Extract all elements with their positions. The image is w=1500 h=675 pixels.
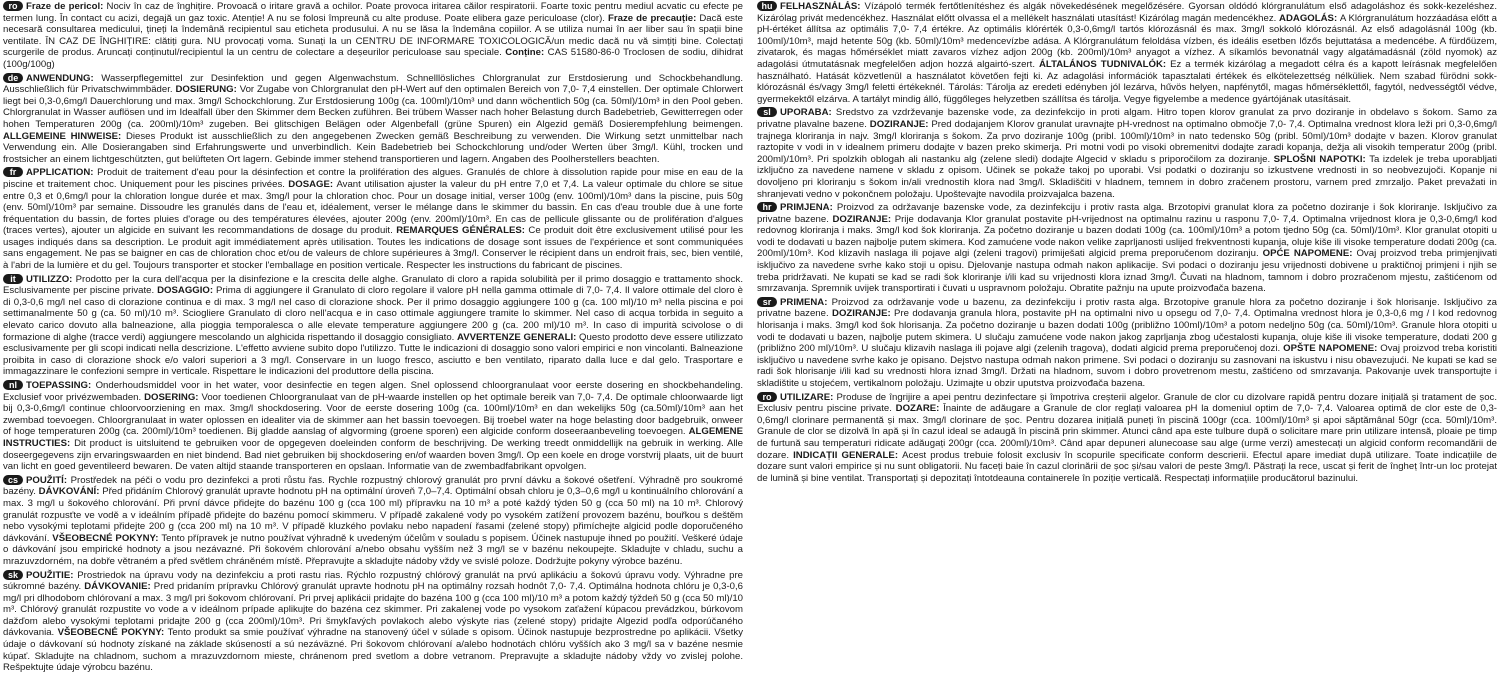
section-heading: DOSAGGIO: [157,285,217,297]
language-section-cs [3,475,743,568]
section-heading: ALLGEMEINE HINWEISE: [3,130,126,142]
section-body: Prodotto per la cura dell'acqua per la disinfezione e la crescita delle alghe. Granulato di cloro a rapida solubilità per il primo dosaggio e trattamento shock. Esclusivamente per piscine private. [3,273,743,297]
section-body: Ovaj proizvod treba primjenjivati isključivo za navedene svrhe kako stoji u opisu. Djelovanje nastupa odmah nakon aplikacije. Svi podaci o doziranju jesu vrijednosti dobivene u praktičnoj primjeni i njih se treba pridržavati. Ne kupati se kad se radi šok kloriranje i/ili kad su vrijednosti klora iznad 3mg/l. Čuvati na hladnom, tamnom i dobro prozračenom mjestu, zaštićenom od smrzavanja. Spremnik uvijek transportirati i čuvati u uspravnom položaju. Obratite pažnju na upute proizvođača bazena. [757,248,1497,295]
section-heading: APPLICATION: [26,167,98,179]
section-body: Vor Zugabe von Chlorgranulat den pH-Wert auf den optimalen Bereich von 7,0- 7,4 einstellen. Der optimale Chlorwert liegt bei 0,3-0,6mg/l Dauerchlorung und max. 3mg/l Schockchlorung. Zur Erstdosierung 100g (ca. 100ml)/10m³ und dann wöchentlich 50g (ca. 50ml)/10m³ in den Pool geben. Chlorgranulat in Wasser auflösen und im Idealfall über den Skimmer dem Becken zuführen. Bei trübem Wasser nach hoher Belastung durch Badebetrieb, Gewitterregen oder hohen Temperaturen 200g (ca. 200ml)/10m³ zugeben. Bei glitschigen Belägen oder Algenbefall (grüne Spuren) ein Algezid gemäß Dosierempfehlung beimengen. [3,84,743,130]
section-body: Ta izdelek je treba uporabljati izključno za navedene namene v skladu z opisom. Učinek se pokaže takoj po uporabi. Vsi podatki o doziranju so izkustvene vrednosti in so neobvezujoči. Kopanje ni dovoljeno pri kloriranju s šokom in/ali vrednostih klora nad 3mg/l. Skladiščiti v hladnem, temnem in dobro zračenem prostoru, varnem pred zmrzaljo. Paket prevažati in shranjevati vedno v pokončnem položaju. Upoštevajte navodila proizvajalca bazena. [757,153,1497,200]
section-body: Prima di aggiungere il Granulato di cloro regolare il valore pH nella gamma ottimale di 7,0- 7,4. Il valore ottimale del cloro è di 0,3-0,6 mg/l nel caso di clorazione continua e di max. 3 mg/l nel caso di clorazione shock. Per il primo dosaggio aggiungere 100 g (ca. 100 ml)/10 m³ nella piscina e poi settimanalmente 50 g (ca. 50 ml)/10 m³. Sciogliere Granulato di cloro nell'acqua e in caso ottimale aggiungere tramite lo skimmer. Nel caso di acqua torbida in seguito a elevato carico dovuto alla balneazione, alla pioggia temporalesca o alle elevate temperature aggiungere 200 g (ca. 200 ml)/10 m³. In caso di impurità scivolose o di formazione di alghe (tracce verdi) aggiungere mescolando un alghicida rispettando il dosaggio consigliato. [3,285,743,343]
language-section-hr [757,202,1497,295]
language-code-badge: sl [757,107,777,117]
language-section-nl [3,380,743,473]
section-body: Dit product is uitsluitend te gebruiken voor de opgegeven doeleinden conform de beschrijving. De werking treedt onmiddellijk na gebruik in werking. Alle doseergegevens zijn ervaringswaarden en niet bindend. Bad niet gebruiken bij shockdosering en/of waarden boven 3mg/l. Op een koele en droge vorstvrij plaats, uit de buurt van licht en goed geventileerd bewaren. De vaten altijd staande transporteren en opslaan. Informatie van de zwembadfabrikant opvolgen. [3,437,743,473]
section-heading: DOZIRANJE: [832,213,895,225]
section-body: Prostriedok na úpravu vody na dezinfekciu a proti rastu rias. Rýchlo rozpustný chlórový granulát na prvú aplikáciu a šokovú úpravu vody. Výhradne pre súkromné bazény. [3,569,743,593]
section-heading: Fraze de precauție: [608,12,700,24]
language-code-badge: cs [3,475,23,485]
language-code-badge: ro [3,1,23,11]
section-heading: PRIMENA: [780,296,832,308]
section-heading: ÁLTALÁNOS TUDNIVALÓK: [1039,58,1171,70]
section-text [757,107,1497,199]
section-body: Pred dodajanjem Klorov granulat uravnajte pH-vrednost na optimalno območje 7,0- 7,4. Optimalna vrednost klora leži pri 0,3-0,6mg/l trajnega kloriranja in najv. 3mg/l kloriranja s šokom. Za prvo doziranje 100g (pribl. 100ml)/10m³ in nato tedensko 50g (pribl. 50ml)/10m³ dodajte v bazen. Klorov granulat raztopite v vodi in v idealnem primeru dodajte v bazen preko skimerja. Pri motni vodi po visoki obremenitvi dodajte zaradi kopanja, dežja ali visokih temperatur 200g (pribl. 200ml)/10m³. Pri spolzkih oblogah ali nastanku alg (zelene sledi) dodajte Algecid v skladu s priporočilom za doziranje. [757,118,1497,165]
language-code-badge: it [3,274,23,284]
section-body: Nociv în caz de înghițire. Provoacă o iritare gravă a ochilor. Poate provoca iritarea căilor respiratorii. Foarte toxic pentru mediul acvatic cu efecte pe termen lung. În contact cu acizi, degajă un gaz toxic. Atenție! A nu se folosi împreună cu alte produse. Poate elibera gaze periculoase (clor). [3,1,743,24]
section-text [3,475,743,567]
language-section-sl [757,107,1497,200]
section-body: Tento produkt sa smie používať výhradne na stanovený účel v súlade s opisom. Účinok nastupuje bezprostredne po aplikácii. Všetky údaje o dávkovaní sú hodnoty získané na základe skúseností a sú nezáväzné. Pri šokovom chlórovaní a/alebo hodnotách chlóru vyšších ako 3 mg/l sa v bazéne nesmie kúpať. Skladujte na chladnom, suchom a mrazuvzdornom mieste, chránenom pred svetlom a dobre vetranom. Prepravujte a skladujte nádoby vždy vo zvislej polohe. Rešpektujte údaje výrobcu bazénu. [3,627,743,674]
section-text [3,73,743,165]
section-heading: SPLOŠNI NAPOTKI: [1273,153,1370,165]
section-body: Proizvod za održavanje vode u bazenu, za dezinfekciju i protiv rasta alga. Brzotopive granule hlora za početno doziranje i šok hlorisanje. Isključivo za privatne bazene. [757,296,1497,320]
section-heading: AVVERTENZE GENERALI: [457,331,580,343]
section-heading: VŠEOBECNÉ POKYNY: [57,627,168,639]
language-code-badge: hr [757,202,777,212]
language-section-ro [3,1,743,71]
section-heading: ALGEMENE INSTRUCTIES: [3,426,743,449]
section-heading: DOZIRANJE: [832,308,895,320]
section-body: Ce produit doit être exclusivement utilisé pour les usages indiqués dans sa description. Le produit agit immédiatement après utilisation. Toutes les indications de dosage sont issues de l'expérience et sont communiquées sans engagement. Ne pas se baigner en cas de chloration choc et/ou de valeurs de chlore supérieures à 3mg/l. Conserver le récipient dans un endroit frais, sec, bien ventilé, à l'abri de la lumière et du gel. Toujours transporter et stocker l'emballage en position verticale. Respecter les instructions du fabricant de piscines. [3,225,743,272]
section-heading: OPŠTE NAPOMENE: [1283,343,1381,355]
section-body: Dieses Produkt ist ausschließlich zu den angegebenen Zwecken gemäß Beschreibung zu verwenden. Die Wirkung setzt unmittelbar nach Verwendung ein. Alle Dosierangaben sind Erfahrungswerte und unverbindlich. Kein Badebetrieb bei Schockchlorung und/oder Werten über 3mg/l. Kühl, trocken und frostsicher an einem lichtgeschützten, gut belüfteten Ort lagern. Gebinde immer stehend transportieren und lagern. Angaben des Poolherstellers beachten. [3,130,743,165]
section-body: Ez a termék kizárólag a megadott célra és a kapott leírásnak megfelelően használható. Hatását közvetlenül a használatot követően fejti ki. Az adagolási információk tapasztalati értékek és elkötelezettség nélküliek. Nem szabad fürödni sokk-klórozásnál és/vagy 3mg/l feletti értékeknél. Tárolás: Tárolja az eredeti edényben jól lezárva, hűvös helyen, napfénytől, magas hőmérséklettől, fagytól, nedvességtől védve, gyermekektől elzárva. A tartályt mindig álló, függőleges helyzetben szállítsa és tárolja. Vegye figyelembe a medence gyártójának utasításait. [757,58,1497,105]
section-text [3,167,743,271]
section-text [757,392,1497,484]
section-body: Produse de îngrijire a apei pentru dezinfectare și împotriva creșterii algelor. Granule de clor cu dizolvare rapidă pentru dozare inițială și tratament de șoc. Exclusiv pentru piscine private. [757,391,1497,415]
section-body: Před přidáním Chlorový granulát upravte hodnotu pH na optimální úroveň 7,0–7,4. Optimální obsah chloru je 0,3–0,6 mg/l u kontinuálního chlorování a max. 3 mg/l u šokového chlorování. Při první dávce přidejte do bazénu 100 g (cca 100 ml) přípravku na 10 m³ a poté každý týden 50 g (cca 50 ml) na 10 m³. Chlorový granulát rozpusťte ve vodě a v ideálním případě přidejte do bazénu pomocí skimmeru. V případě zakalené vody po vysokém zatížení provozem bazénu, bouřkou s deštěm nebo vysokými teplotami přidejte 200 g (cca 200 ml) na 10 m³. V případě kluzkého povlaku nebo napadení řasami (zelené stopy) přimíchejte algicid podle doporučeného dávkování. [3,486,743,544]
section-body: Pre dodavanja granula hlora, postavite pH na optimalni nivo u opsegu od 7,0- 7,4. Optimalna vrednost hlora je 0,3-0,6 mg / l kod redovnog hlorisanja i maks. 3mg/l kod šok hlorisanja. Za početno doziranje u bazen dodati 100g (približno 100ml)/10m³ a potom nedeljno 50g (ca. 50ml)/10m³. Granule hlora otopiti u vodi te dodavati u bazen, najbolje putem skimera. U slučaju zamućene vode nakon jakog zaprljanja zbog učestalosti kupanja, oluje kiše ili visoke temperature, dodati 200 g (približno 200 ml)/10m³. U slučaju klizavih naslaga ili pojave algi (zelenih tragova), dodati algicid prema preporučenoj dozi. [757,308,1497,355]
section-body: Sredstvo za vzdrževanje bazenske vode, za dezinfekcijo in proti algam. Hitro topen klorov granulat za prvo doziranje in obdelavo s šokom. Samo za privatne plavalne bazene. [757,107,1497,130]
section-body: Avant utilisation ajuster la valeur du pH entre 7,0 et 7,4. La valeur optimale du chlore se situe entre 0,3 et 0,6mg/l pour la chloration longue durée et max. 3mg/l pour la chloration choc. Pour un dosage initial, verser 100g (env. 100ml)/10m³ dans la piscine, puis 50g (env. 50ml)/10m³ par semaine. Dissoudre les granulés dans de l'eau et, idéalement, verser le mélange dans le skimmer du bassin. En cas d'eau trouble due à une forte fréquentation du bassin, de fortes pluies d'orage ou des températures élevées, ajouter 200g (env. 200ml)/10m³. En cas de pellicule glissante ou de prolifération d'algues (traces vertes), ajouter un algicide en suivant les recommandations de dosage du produit. [3,178,743,237]
section-heading: Conține: [505,47,548,59]
section-body: Pred pridaním prípravku Chlórový granulát upravte hodnotu pH na optimálny rozsah hodnôt 7,0- 7,4. Optimálna hodnota chlóru je 0,3-0,6 mg/l pri dlhodobom chlórovaní a max. 3 mg/l pri šokovom chlórovaní. Pri prvej aplikácii pridajte do bazéna 100 g (cca 100 ml)/10 m³ a potom každý týždeň 50 g (cca 50 ml)/10 m³. Chlórový granulát rozpustite vo vode a v ideálnom prípade aplikujte do bazéna cez skimmer. Pri zakalenej vode po vysokom zaťažení kúpacou prevádzkou, búrkovom dažďom alebo vysokými teplotami pridajte 200 g (cca 200ml)/10m³. Pri šmykľavých povlakoch alebo výskyte rias (zelené stopy) pridajte Algezid podľa odporúčaného dávkovania. [3,581,743,639]
section-body: Produit de traitement d'eau pour la désinfection et contre la prolifération des algues. Granulés de chlore à dissolution rapide pour mise en eau de la piscine et traitement choc. Uniquement pour les piscines privées. [3,167,743,190]
section-heading: DOZIRANJE: [869,118,932,130]
language-section-sk [3,570,743,674]
language-section-hu [757,1,1497,105]
section-body: Acest produs trebuie folosit exclusiv în scopurile specificate conform descrierii. Efectul apare imediat după utilizare. Toate indicațiile de dozare sunt valori empirice și nu sunt obligatorii. Nu faceți baie în cazul clorinării de șoc și/sau valori de peste 3mg/l. Păstrați la rece, uscat și ferit de îngheț într-un loc protejat de lumină și bine ventilat. Transportați și depozitați întotdeauna containerele în poziție verticală. Respectați informațiile producătorul bazinului. [757,449,1497,484]
section-heading: POUŽITÍ: [26,474,71,486]
section-body: Ovaj proizvod treba koristiti isključivo u navedene svrhe kako je opisano. Dejstvo nastupa odmah nakon primene. Svi podaci o doziranju su zasnovani na iskustvu i nisu obavezujući. Ne kupati se kad se radi šok hlorisanje i/ili kad su vrednosti hlora iznad 3mg/l. Držati na hladnom, suvom i dobro provetrenom mestu, zaštićeno od smrzavanja. Pakovanje uvek transportujte i skladištite u stojećem, vertikalnom položaju. Uzimajte u obzir uputstva proizvođača bazena. [757,343,1497,389]
section-heading: INDICAȚII GENERALE: [793,449,903,461]
section-text [3,380,743,472]
section-text [3,1,743,70]
section-heading: OPĆE NAPOMENE: [1262,248,1357,260]
section-heading: DOSAGE: [288,178,337,190]
section-heading: REMARQUES GÉNÉRALES: [396,225,529,237]
section-text [3,274,743,378]
language-code-badge: ro [757,392,777,402]
section-heading: UPORABA: [780,107,836,119]
language-section-ro [757,392,1497,485]
section-heading: DOSERING: [144,391,202,403]
section-body: Înainte de adăugare a Granule de clor reglați valoarea pH la domeniul optim de 7,0- 7,4. Valoarea optimă de clor este de 0,3-0,6mg/l clorinare permanentă și max. 3mg/l clorinare de șoc. Pentru dozarea inițială puneți în piscină 100gr (cca. 100ml)/10m³ și apoi săptămânal 50gr (cca. 50ml)/10m³. Granule de clor se dizolvă în apă și în cazul ideal se adaugă în piscină prin skimmer. Atunci când apa este tulbure după o solicitare mare prin utilizare intensă, ploaie pe timp de furtună sau temperaturi ridicate adăugați 200gr (cca. 200ml)/10m³. Când apar depuneri alunecoase sau alge (urme verzi) amestecați un algicid conform recomandării de dozare. [757,403,1497,461]
section-heading: TOEPASSING: [26,380,96,391]
right-column [757,1,1497,675]
section-body: Prostředek na péči o vodu pro dezinfekci a proti růstu řas. Rychle rozpustný chlorový granulát pro první dávku a šokové ošetření. Výhradně pro soukromé bazény. [3,474,743,498]
section-heading: DÁVKOVANIE: [84,581,154,593]
section-body: Dacă este necesară consultarea medicului, țineți la îndemână recipientul sau eticheta produsului. A nu se lăsa la îndemâna copiilor. A se utiliza numai în aer liber sau în spații bine ventilate. ÎN CAZ DE ÎNGHIȚIRE: clătiți gura. NU provocați voma. Sunați la un CENTRU DE INFORMARE TOXICOLOGICĂ/un medic dacă nu vă simțiți bine. Colectați scurgerile de produs. Aruncați conținutul/recipientul la un centru de colectare a deșeurilor periculoase sau speciale. [3,12,743,59]
section-body: Vízápoló termék fertőtlenítéshez és algák növekedésének megelőzésére. Gyorsan oldódó klórgranulátum első adagoláshoz és sokk-kezeléshez. Kizárólag privát medencékhez. Használat előtt olvassa el a mellékelt használati utasítást! Kizárólag magán medencékhez. [757,1,1497,24]
language-code-badge: fr [3,167,23,177]
language-section-it [3,274,743,378]
language-code-badge: nl [3,380,23,390]
section-body: Prije dodavanja Klor granulat postavite pH-vrijednost na optimalnu razinu u rasponu 7,0- 7,4. Optimalna vrijednost klora je 0,3-0,6mg/l kod redovnog kloriranja i maks. 3mg/l kod šok kloriranja. Za početno doziranje u bazen dodati 100g (ca. 100ml)/10m³ a potom tjedno 50g (ca. 50ml)/10m³. Klor granulat otopiti u vodi te dodavati u bazen najbolje putem skimera. Kod zamućene vode nakon velike zaprljanosti uslijed frekventnosti kupanja, oluje kiše ili visoke temperature dodati 200g (ca. 200ml)/10m³. Kod klizavih naslaga ili pojave algi (zeleni tragovi) primiješati algicid prema preporučenom doziranju. [757,213,1497,260]
language-code-badge: hu [757,1,777,11]
section-heading: ADAGOLÁS: [1279,12,1340,24]
section-heading: ANWENDUNG: [26,72,102,84]
language-section-fr [3,167,743,271]
language-code-badge: sk [3,570,23,580]
section-body: Questo prodotto deve essere utilizzato esclusivamente per gli scopi indicati nella descrizione. L'effetto avviene subito dopo l'utilizzo. Tutte le indicazioni di dosaggio sono valori empirici e non vincolanti. Balneazione proibita in caso di clorazione shock e/o valori superiori a 3 mg/l. Conservare in un luogo fresco, asciutto e ben ventilato, riparato dalla luce e dal gelo. Trasportare e immagazzinare le confezioni sempre in verticale. Rispettare le indicazioni del produttore della piscina. [3,331,743,378]
section-text [757,297,1497,389]
section-heading: PRIMJENA: [780,202,837,214]
section-heading: DÁVKOVÁNÍ: [38,486,103,498]
section-heading: POUŽITIE: [26,569,78,581]
section-heading: FELHASZNÁLÁS: [780,1,865,12]
section-text [757,202,1497,294]
section-body: Voor toedienen Chloorgranulaat van de pH-waarde instellen op het optimale bereik van 7,0- 7,4. De optimale chloorwaarde ligt bij 0,3-0,6mg/l continue chloorvoorziening en max. 3mg/l shockdosering. Voor de eerste dosering 100g (ca. 100ml)/10m³ en dan wekelijks 50g (ca.50ml)/10m³ aan het zwembad toevoegen. Chloorgranulaat in water oplossen en idealiter via de skimmer aan het bassin toevoegen. Bij troebel water na hoge belasting door badgebruik, onweer of hoge temperaturen 200g (ca. 200ml)/10m³ toedienen. Bij gladde aanslag of algvorming (groene sporen) een algicide conform doseeraanbeveling toevoegen. [3,391,743,438]
section-text [757,1,1497,105]
section-heading: UTILIZARE: [780,391,837,403]
section-heading: UTILIZZO: [26,273,76,285]
language-section-de [3,73,743,166]
left-column [3,1,743,675]
section-body: CAS 51580-86-0 Troclosen de sodiu, dihidrat (100g/100g) [3,47,743,70]
language-code-badge: de [3,73,23,83]
section-body: A Klórgranulátum hozzáadása előtt a pH-értéket állítsa az optimális 7,0- 7,4 értékre. Az optimális klórérték 0,3-0,6mg/l tartós klórozásnál és max. 3mg/l sokkoló klórozásnál. Az első adagolásnál 100g (kb. 100ml)/10m³, majd hetente 50g (kb. 50ml)/10m³ medencevízbe adása. A Klórgranulátum feloldása vízben, és ideális esetben lőzős bejuttatása a medencébe. A fürdőüzem, zivatarok, és magas hőmérséklet miatt zavaros vízhez adjon 200g (kb. 200ml)/10m³ anyagot a vízhez. A síkamlós bevonatnál vagy algatámadásnál (zöld nyomok) az adagolási útmutatásnak megfelelően adjon hozzá algairtó-szert. [757,12,1497,70]
language-section-sr [757,297,1497,390]
language-code-badge: sr [757,297,777,307]
section-body: Proizvod za održavanje bazenske vode, za dezinfekciju i protiv rasta alga. Brzotopivi granulat klora za početno doziranje i šok kloriranje. Isključivo za privatne bazene. [757,202,1497,225]
section-body: Wasserpflegemittel zur Desinfektion und gegen Algenwachstum. Schnelllösliches Chlorgranulat zur Erstdosierung und Schockbehandlung. Ausschließlich für Privatschwimmbäder. [3,72,743,96]
section-heading: VŠEOBECNÉ POKYNY: [52,532,162,544]
section-text [3,570,743,674]
section-heading: DOSIERUNG: [175,84,240,96]
section-body: Tento přípravek je nutno používat výhradně k uvedeným účelům v souladu s popisem. Účinek nastupuje ihned po použití. Veškeré údaje o dávkování jsou empirické hodnoty a jsou nezávazné. Při šokovém chlorování a/nebo obsahu vyšším než 3 mg/l se v bazénu nekoupejte. Skladujte v chladu, suchu a mrazuvzdorném, na dobře větraném a před světlem chráněném místě. Přepravujte a skladujte nádoby vždy ve svislé poloze. Dodržujte pokyny výrobce bazénu. [3,532,743,567]
section-heading: DOZARE: [895,403,944,415]
section-heading: Fraze de pericol: [26,1,107,12]
section-body: Onderhoudsmiddel voor in het water, voor desinfectie en tegen algen. Snel oplossend chloorgranulaat voor eerste dosering en shockbehandeling. Exclusief voor privézwembaden. [3,380,743,403]
